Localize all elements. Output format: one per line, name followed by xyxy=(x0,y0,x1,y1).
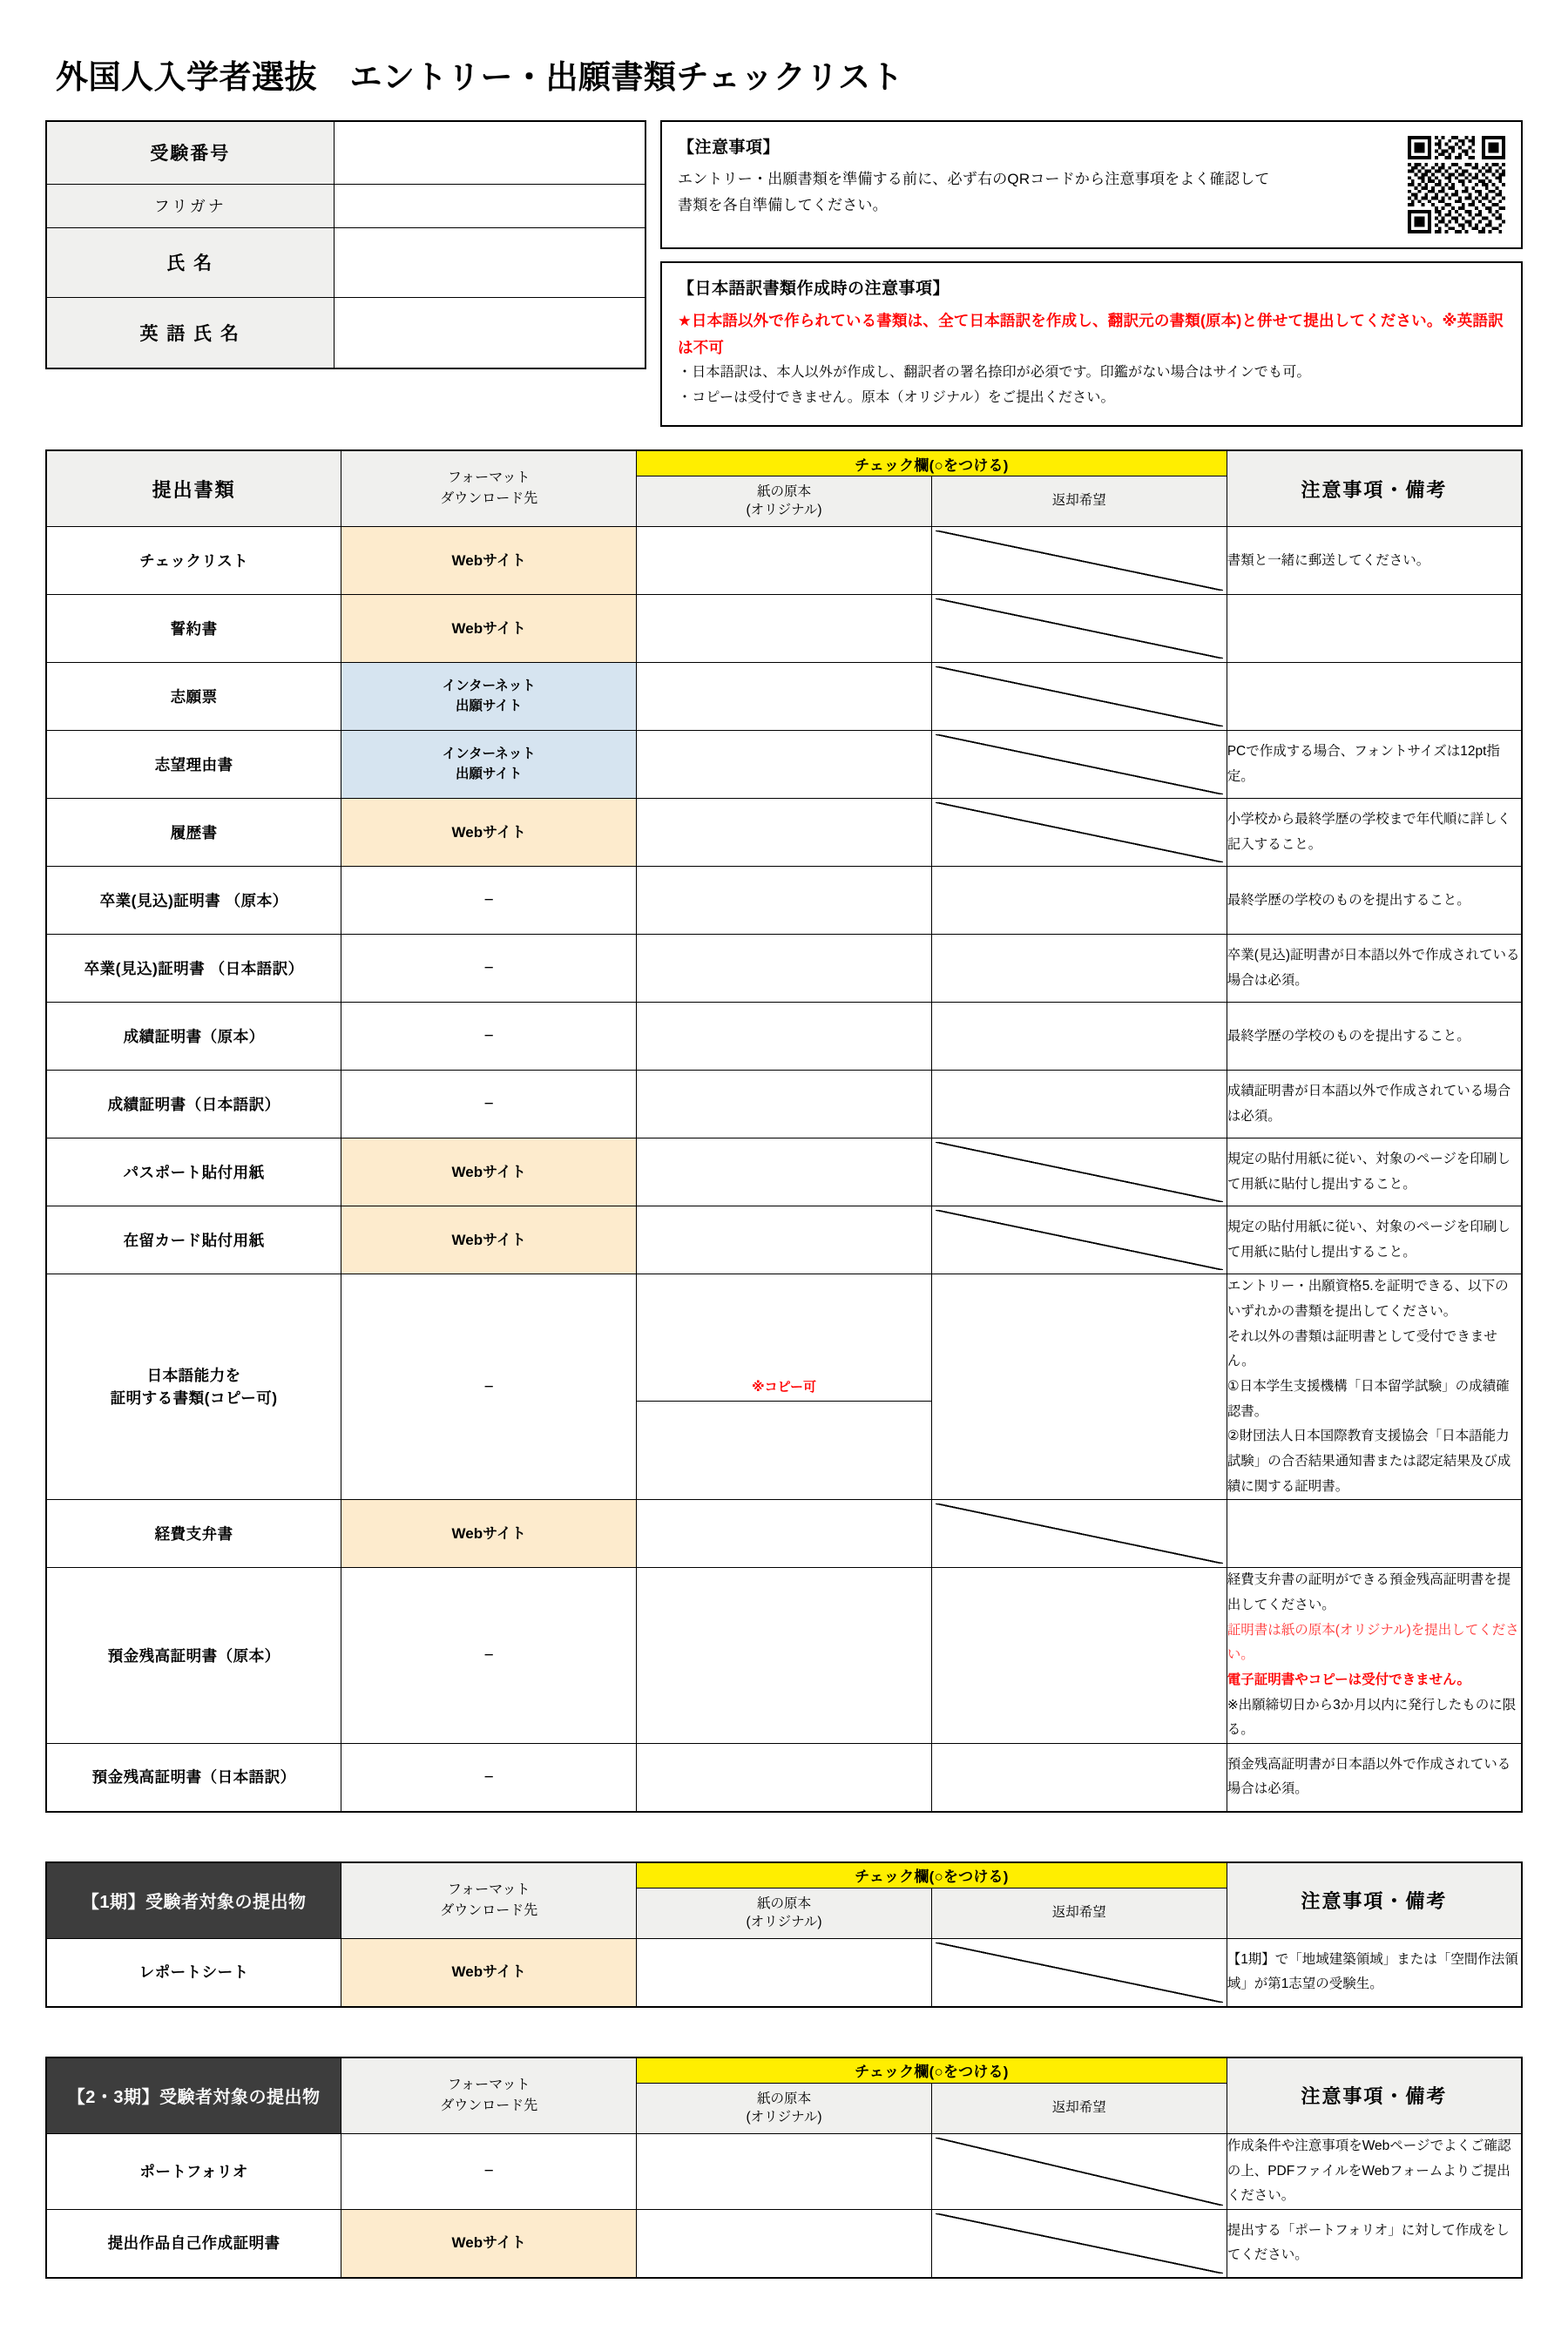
header-original-column: 紙の原本 (オリジナル) xyxy=(637,476,932,527)
cell-notes xyxy=(1227,1206,1522,1274)
table-row xyxy=(46,227,645,297)
cell-format-source[interactable]: Webサイト xyxy=(341,2210,637,2278)
table-row xyxy=(46,1206,1522,1274)
table-row xyxy=(46,799,1522,867)
cell-document-name: 卒業(見込)証明書 （原本） xyxy=(46,867,341,935)
cell-format-source[interactable]: Webサイト xyxy=(341,527,637,595)
cell-document-name: パスポート貼付用紙 xyxy=(46,1138,341,1206)
cell-return-check xyxy=(931,527,1227,595)
note-line: 預金残高証明書が日本語以外で作成されている場合は必須。 xyxy=(1227,1756,1511,1797)
document-tables xyxy=(45,449,1523,2279)
cell-format-source[interactable]: Webサイト xyxy=(341,1500,637,1568)
note-line: 作成条件や注意事項をWebページでよくご確認の上、PDFファイルをWebフォームよりご提出ください。 xyxy=(1227,2138,1511,2204)
cell-return-check xyxy=(931,2134,1227,2210)
cell-notes xyxy=(1227,1939,1522,2007)
cell-original-check[interactable] xyxy=(637,2134,932,2210)
table-header-row xyxy=(46,450,1522,476)
table-row xyxy=(46,731,1522,799)
header-original-column: 紙の原本 (オリジナル) xyxy=(637,1888,932,1939)
cell-format-source[interactable]: − xyxy=(341,1071,637,1138)
cell-document-name: 志願票 xyxy=(46,663,341,731)
header-check-group: チェック欄(○をつける) xyxy=(637,2057,1227,2084)
table-row xyxy=(46,1003,1522,1071)
cell-document-name: 成績証明書（原本） xyxy=(46,1003,341,1071)
note-line: ※出願締切日から3か月以内に発行したものに限る。 xyxy=(1227,1697,1517,1738)
header-notes-column: 注意事項・備考 xyxy=(1227,2057,1522,2134)
cell-return-check[interactable] xyxy=(931,1003,1227,1071)
cell-format-source[interactable]: Webサイト xyxy=(341,595,637,663)
table-row xyxy=(46,184,645,227)
general-notice-line: 書類を各自準備してください。 xyxy=(678,196,888,213)
table-row xyxy=(46,527,1522,595)
page-title: 外国人入学者選抜 エントリー・出願書類チェックリスト xyxy=(56,59,904,95)
header-document-column: 提出書類 xyxy=(46,450,341,527)
field-value-english-name[interactable] xyxy=(334,297,645,368)
cell-format-source[interactable]: − xyxy=(341,2134,637,2210)
cell-notes xyxy=(1227,1071,1522,1138)
cell-document-name: 預金残高証明書（原本） xyxy=(46,1568,341,1744)
cell-notes xyxy=(1227,2134,1522,2210)
cell-format-source[interactable]: Webサイト xyxy=(341,1206,637,1274)
cell-document-name: 成績証明書（日本語訳） xyxy=(46,1071,341,1138)
cell-document-name: チェックリスト xyxy=(46,527,341,595)
header-original-column: 紙の原本 (オリジナル) xyxy=(637,2084,932,2134)
cell-original-check[interactable] xyxy=(637,2210,932,2278)
submission-table-main xyxy=(45,449,1523,1813)
cell-notes xyxy=(1227,1138,1522,1206)
table-row xyxy=(46,1939,1522,2007)
table-row xyxy=(46,297,645,368)
cell-format-source[interactable]: − xyxy=(341,867,637,935)
cell-original-check[interactable] xyxy=(637,1003,932,1071)
header-format-column: フォーマット ダウンロード先 xyxy=(341,450,637,527)
table-row xyxy=(46,1138,1522,1206)
table-row xyxy=(46,121,645,184)
translation-notice-line: ・コピーは受付できません。原本（オリジナル）をご提出ください。 xyxy=(678,390,1115,406)
note-line: 規定の貼付用紙に従い、対象のページを印刷して用紙に貼付し提出すること。 xyxy=(1227,1152,1511,1192)
cell-format-source[interactable]: − xyxy=(341,1003,637,1071)
note-line: エントリー・出願資格5.を証明できる、以下のいずれかの書類を提出してください。 xyxy=(1227,1279,1509,1320)
cell-notes xyxy=(1227,527,1522,595)
note-line: 小学校から最終学歴の学校まで年代順に詳しく記入すること。 xyxy=(1227,812,1511,852)
cell-original-check[interactable] xyxy=(637,1744,932,1812)
cell-format-source[interactable]: Webサイト xyxy=(341,1138,637,1206)
cell-notes xyxy=(1227,1500,1522,1568)
cell-document-name: 経費支弁書 xyxy=(46,1500,341,1568)
cell-document-name: 日本語能力を 証明する書類(コピー可) xyxy=(46,1274,341,1500)
cell-original-check[interactable] xyxy=(637,1274,932,1500)
cell-notes xyxy=(1227,595,1522,663)
note-line: 証明書は紙の原本(オリジナル)を提出してください。 xyxy=(1227,1622,1519,1663)
field-label-furigana: フリガナ xyxy=(46,184,334,227)
cell-original-check[interactable] xyxy=(637,1138,932,1206)
note-line: ①日本学生支援機構「日本留学試験」の成績確認書。 xyxy=(1227,1379,1510,1419)
cell-return-check xyxy=(931,799,1227,867)
note-line: 【1期】で「地域建築領域」または「空間作法領域」が第1志望の受験生。 xyxy=(1227,1951,1518,1992)
cell-return-check[interactable] xyxy=(931,935,1227,1003)
cell-document-name: 提出作品自己作成証明書 xyxy=(46,2210,341,2278)
field-label-name: 氏 名 xyxy=(46,227,334,297)
note-line: PCで作成する場合、フォントサイズは12pt指定。 xyxy=(1227,744,1500,784)
header-return-column: 返却希望 xyxy=(931,2084,1227,2134)
field-label-english-name: 英 語 氏 名 xyxy=(46,297,334,368)
header-check-group: チェック欄(○をつける) xyxy=(637,450,1227,476)
header-return-column: 返却希望 xyxy=(931,476,1227,527)
table-row xyxy=(46,1274,1522,1500)
note-line: 最終学歴の学校のものを提出すること。 xyxy=(1227,892,1470,908)
note-line: 書類と一緒に郵送してください。 xyxy=(1227,552,1430,568)
general-notice-title: 【注意事項】 xyxy=(678,139,781,157)
table-row xyxy=(46,1744,1522,1812)
table-spacer xyxy=(45,1813,1523,1839)
submission-table-term1 xyxy=(45,1861,1523,2008)
cell-notes xyxy=(1227,1568,1522,1744)
field-value-name[interactable] xyxy=(334,227,645,297)
notices-column xyxy=(660,120,1523,427)
copy-allowed-label: ※コピー可 xyxy=(637,1373,931,1402)
cell-notes xyxy=(1227,1744,1522,1812)
cell-document-name: 卒業(見込)証明書 （日本語訳） xyxy=(46,935,341,1003)
translation-notice-line: ・日本語訳は、本人以外が作成し、翻訳者の署名捺印が必須です。印鑑がない場合はサインでも可。 xyxy=(678,365,1311,381)
cell-notes xyxy=(1227,1003,1522,1071)
note-line: 電子証明書やコピーは受付できません。 xyxy=(1227,1672,1470,1688)
cell-format-source[interactable]: − xyxy=(341,935,637,1003)
qr-code-icon[interactable] xyxy=(1408,136,1505,233)
header-notes-column: 注意事項・備考 xyxy=(1227,450,1522,527)
header-document-column: 【2・3期】受験者対象の提出物 xyxy=(46,2057,341,2134)
cell-original-check[interactable] xyxy=(637,731,932,799)
applicant-info-table xyxy=(45,120,646,369)
cell-return-check xyxy=(931,1500,1227,1568)
table-row xyxy=(46,935,1522,1003)
cell-return-check[interactable] xyxy=(931,1568,1227,1744)
general-notice-line: エントリー・出願書類を準備する前に、必ず右のQRコードから注意事項をよく確認して xyxy=(678,171,1270,187)
header-format-column: フォーマット ダウンロード先 xyxy=(341,2057,637,2134)
cell-original-check[interactable] xyxy=(637,867,932,935)
cell-format-source[interactable]: Webサイト xyxy=(341,1939,637,2007)
table-row xyxy=(46,1500,1522,1568)
table-row xyxy=(46,595,1522,663)
table-row xyxy=(46,867,1522,935)
cell-original-check[interactable] xyxy=(637,1206,932,1274)
cell-format-source[interactable]: インターネット 出願サイト xyxy=(341,731,637,799)
table-row xyxy=(46,1071,1522,1138)
cell-format-source[interactable]: − xyxy=(341,1744,637,1812)
cell-return-check[interactable] xyxy=(931,1274,1227,1500)
table-row xyxy=(46,2134,1522,2210)
note-line: 経費支弁書の証明ができる預金残高証明書を提出してください。 xyxy=(1227,1572,1511,1613)
cell-return-check xyxy=(931,2210,1227,2278)
cell-notes xyxy=(1227,867,1522,935)
cell-notes xyxy=(1227,1274,1522,1500)
note-line: 規定の貼付用紙に従い、対象のページを印刷して用紙に貼付し提出すること。 xyxy=(1227,1220,1511,1260)
translation-notice-box xyxy=(660,261,1523,427)
cell-document-name: 在留カード貼付用紙 xyxy=(46,1206,341,1274)
cell-notes xyxy=(1227,663,1522,731)
field-label-exam-number: 受験番号 xyxy=(46,121,334,184)
header-notes-column: 注意事項・備考 xyxy=(1227,1862,1522,1939)
submission-table-term23 xyxy=(45,2057,1523,2279)
translation-notice-warning: ★日本語以外で作られている書類は、全て日本語訳を作成し、翻訳元の書類(原本)と併せて提出してください。※英語訳は不可 xyxy=(678,312,1504,356)
cell-return-check[interactable] xyxy=(931,1071,1227,1138)
cell-original-check[interactable] xyxy=(637,595,932,663)
note-line: 卒業(見込)証明書が日本語以外で作成されている場合は必須。 xyxy=(1227,948,1520,988)
table-row xyxy=(46,2210,1522,2278)
cell-document-name: 誓約書 xyxy=(46,595,341,663)
table-row xyxy=(46,663,1522,731)
cell-document-name: ポートフォリオ xyxy=(46,2134,341,2210)
cell-original-check[interactable] xyxy=(637,935,932,1003)
cell-original-check[interactable] xyxy=(637,1500,932,1568)
cell-return-check xyxy=(931,731,1227,799)
cell-original-check[interactable] xyxy=(637,1568,932,1744)
cell-original-check[interactable] xyxy=(637,1071,932,1138)
cell-return-check[interactable] xyxy=(931,1744,1227,1812)
top-section xyxy=(45,120,1523,427)
cell-original-check[interactable] xyxy=(637,799,932,867)
general-notice-box xyxy=(660,120,1523,249)
cell-notes xyxy=(1227,2210,1522,2278)
table-spacer xyxy=(45,2008,1523,2034)
note-line: 提出する「ポートフォリオ」に対して作成をしてください。 xyxy=(1227,2222,1510,2263)
cell-format-source[interactable]: − xyxy=(341,1274,637,1500)
cell-document-name: 志望理由書 xyxy=(46,731,341,799)
cell-original-check[interactable] xyxy=(637,663,932,731)
cell-return-check xyxy=(931,663,1227,731)
cell-format-source[interactable]: インターネット 出願サイト xyxy=(341,663,637,731)
cell-document-name: 預金残高証明書（日本語訳） xyxy=(46,1744,341,1812)
cell-return-check xyxy=(931,1939,1227,2007)
cell-format-source[interactable]: − xyxy=(341,1568,637,1744)
cell-original-check[interactable] xyxy=(637,1939,932,2007)
cell-document-name: レポートシート xyxy=(46,1939,341,2007)
cell-return-check xyxy=(931,595,1227,663)
translation-notice-title: 【日本語訳書類作成時の注意事項】 xyxy=(678,280,950,298)
field-value-exam-number[interactable] xyxy=(334,121,645,184)
header-return-column: 返却希望 xyxy=(931,1888,1227,1939)
table-header-row xyxy=(46,1862,1522,1888)
note-line: ②財団法人日本国際教育支援協会「日本語能力試験」の合否結果通知書または認定結果及び成績に関する証明書。 xyxy=(1227,1429,1511,1494)
table-header-row xyxy=(46,2057,1522,2084)
note-line: 成績証明書が日本語以外で作成されている場合は必須。 xyxy=(1227,1084,1511,1124)
cell-notes xyxy=(1227,799,1522,867)
table-row xyxy=(46,1568,1522,1744)
cell-original-check[interactable] xyxy=(637,527,932,595)
header-format-column: フォーマット ダウンロード先 xyxy=(341,1862,637,1939)
cell-document-name: 履歴書 xyxy=(46,799,341,867)
cell-return-check xyxy=(931,1206,1227,1274)
header-document-column: 【1期】受験者対象の提出物 xyxy=(46,1862,341,1939)
cell-notes xyxy=(1227,935,1522,1003)
cell-format-source[interactable]: Webサイト xyxy=(341,799,637,867)
field-value-furigana[interactable] xyxy=(334,184,645,227)
cell-return-check[interactable] xyxy=(931,867,1227,935)
cell-return-check xyxy=(931,1138,1227,1206)
header-check-group: チェック欄(○をつける) xyxy=(637,1862,1227,1888)
note-line: それ以外の書類は証明書として受付できません。 xyxy=(1227,1328,1497,1369)
cell-notes xyxy=(1227,731,1522,799)
note-line: 最終学歴の学校のものを提出すること。 xyxy=(1227,1028,1470,1044)
